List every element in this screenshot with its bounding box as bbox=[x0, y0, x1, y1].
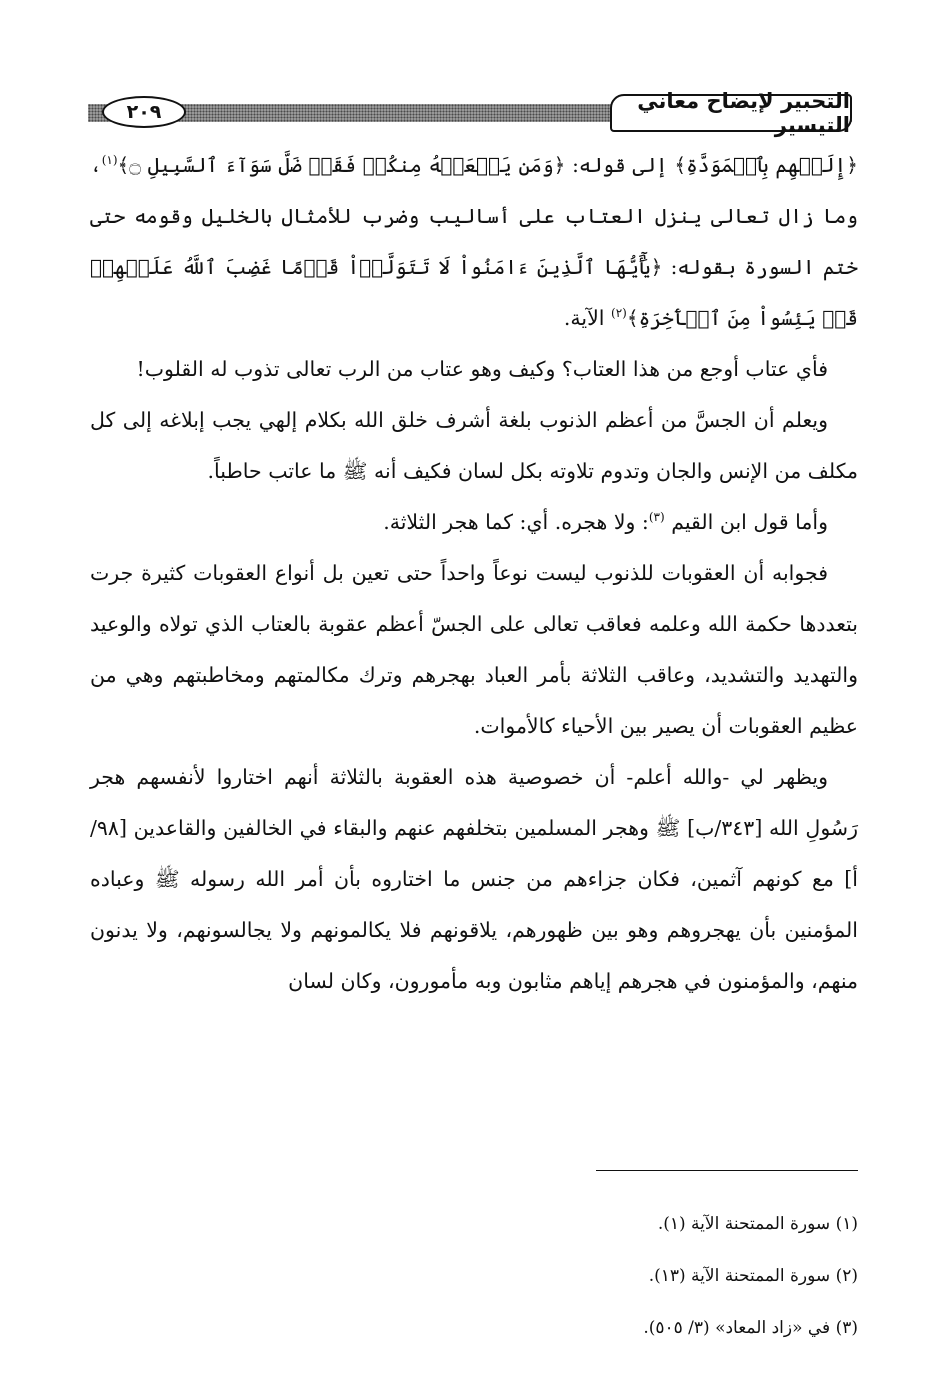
paragraph-1-text-a: ﴿إِلَيۡهِم بِٱلۡمَوَدَّةِ﴾ إلى قوله: ﴿وَمَن يَفۡعَلۡهُ مِنكُمۡ فَقَدۡ ضَلَّ سَوَآءَ ٱلسَّبِيلِ ۝﴾ bbox=[117, 153, 858, 177]
footnote-ref-3: (٣) bbox=[648, 510, 665, 525]
footnote-ref-1: (١) bbox=[101, 153, 118, 168]
book-title: التحبير لإيضاح معاني التيسير bbox=[637, 89, 850, 137]
book-title-box bbox=[610, 89, 852, 137]
paragraph-1-text-b: ، وما زال تعالى ينزل العتاب على أساليب وضرب للأمثال بالخليل وقومه حتى ختم السورة بقوله: ﴿يَٰٓأَيُّهَا ٱلَّذِينَ ءَامَنُواْ لَا تَتَوَلَّوۡاْ قَوۡمًا غَضِبَ ٱللَّهُ عَلَيۡهِمۡ قَدۡ يَئِسُواْ مِنَ ٱلۡأٓخِرَةِ﴾ bbox=[90, 153, 858, 330]
page-number: ٢٠٩ bbox=[126, 101, 162, 123]
footnote-ref-2: (٢) bbox=[611, 306, 627, 321]
paragraph-5: فجوابه أن العقوبات للذنوب ليست نوعاً واحداً حتى تعين بل أنواع العقوبات كثيرة جرت بتعددها حكمة الله وعلمه فعاقب تعالى على الجسّ أعظم عقوبة بالعتاب الذي تولاه والوعيد والتهديد والتشديد، وعاقب الثلاثة بأمر العباد بهجرهم وترك مكالمتهم ومخاطبتهم وهي من عظيم العقوبات أن يصير بين الأحياء كالأموات. bbox=[90, 561, 858, 738]
paragraph-2: فأي عتاب أوجع من هذا العتاب؟ وكيف وهو عتاب من الرب تعالى تذوب له القلوب! bbox=[136, 357, 828, 381]
footnote-separator bbox=[596, 1170, 858, 1171]
paragraph-6: ويظهر لي -والله أعلم- أن خصوصية هذه العقوبة بالثلاثة أنهم اختاروا لأنفسهم هجر رَسُولِ الله [٣٤٣/ب] ﷺ وهجر المسلمين بتخلفهم عنهم والبقاء في الخالفين والقاعدين [٩٨/أ] مع كونهم آثمين، فكان جزاءهم من جنس ما اختاروه بأن أمر الله رسوله ﷺ وعباده المؤمنين بأن يهجروهم وهو بين ظهورهم، يلاقونهم فلا يكالمونهم ولا يجالسونهم، ولا يدنون منهم، والمؤمنون في هجرهم إياهم مثابون وبه مأمورون، وكان لسان bbox=[90, 765, 858, 993]
paragraph-4 bbox=[90, 497, 858, 548]
main-text bbox=[90, 140, 858, 1007]
paragraph-3: ويعلم أن الجسَّ من أعظم الذنوب بلغة أشرف خلق الله بكلام إلهي يجب إبلاغه إلى كل مكلف من الإنس والجان وتدوم تلاوته بكل لسان فكيف أنه ﷺ ما عاتب حاطباً. bbox=[90, 408, 858, 483]
paragraph-4-text-b: : ولا هجره. أي: كما هجر الثلاثة. bbox=[383, 510, 649, 534]
footnote-1: (١) سورة الممتحنة الآية (١). bbox=[657, 1214, 858, 1234]
footnote-3: (٣) في «زاد المعاد» (٣/ ٥٠٥). bbox=[643, 1318, 858, 1338]
page-header bbox=[88, 89, 852, 137]
paragraph-4-text-a: وأما قول ابن القيم bbox=[664, 510, 828, 534]
page-number-oval bbox=[102, 96, 186, 128]
footnote-2: (٢) سورة الممتحنة الآية (١٣). bbox=[648, 1266, 858, 1286]
footnotes bbox=[158, 1198, 858, 1354]
paragraph-1-text-c: الآية. bbox=[563, 306, 612, 330]
paragraph-1 bbox=[90, 140, 858, 344]
